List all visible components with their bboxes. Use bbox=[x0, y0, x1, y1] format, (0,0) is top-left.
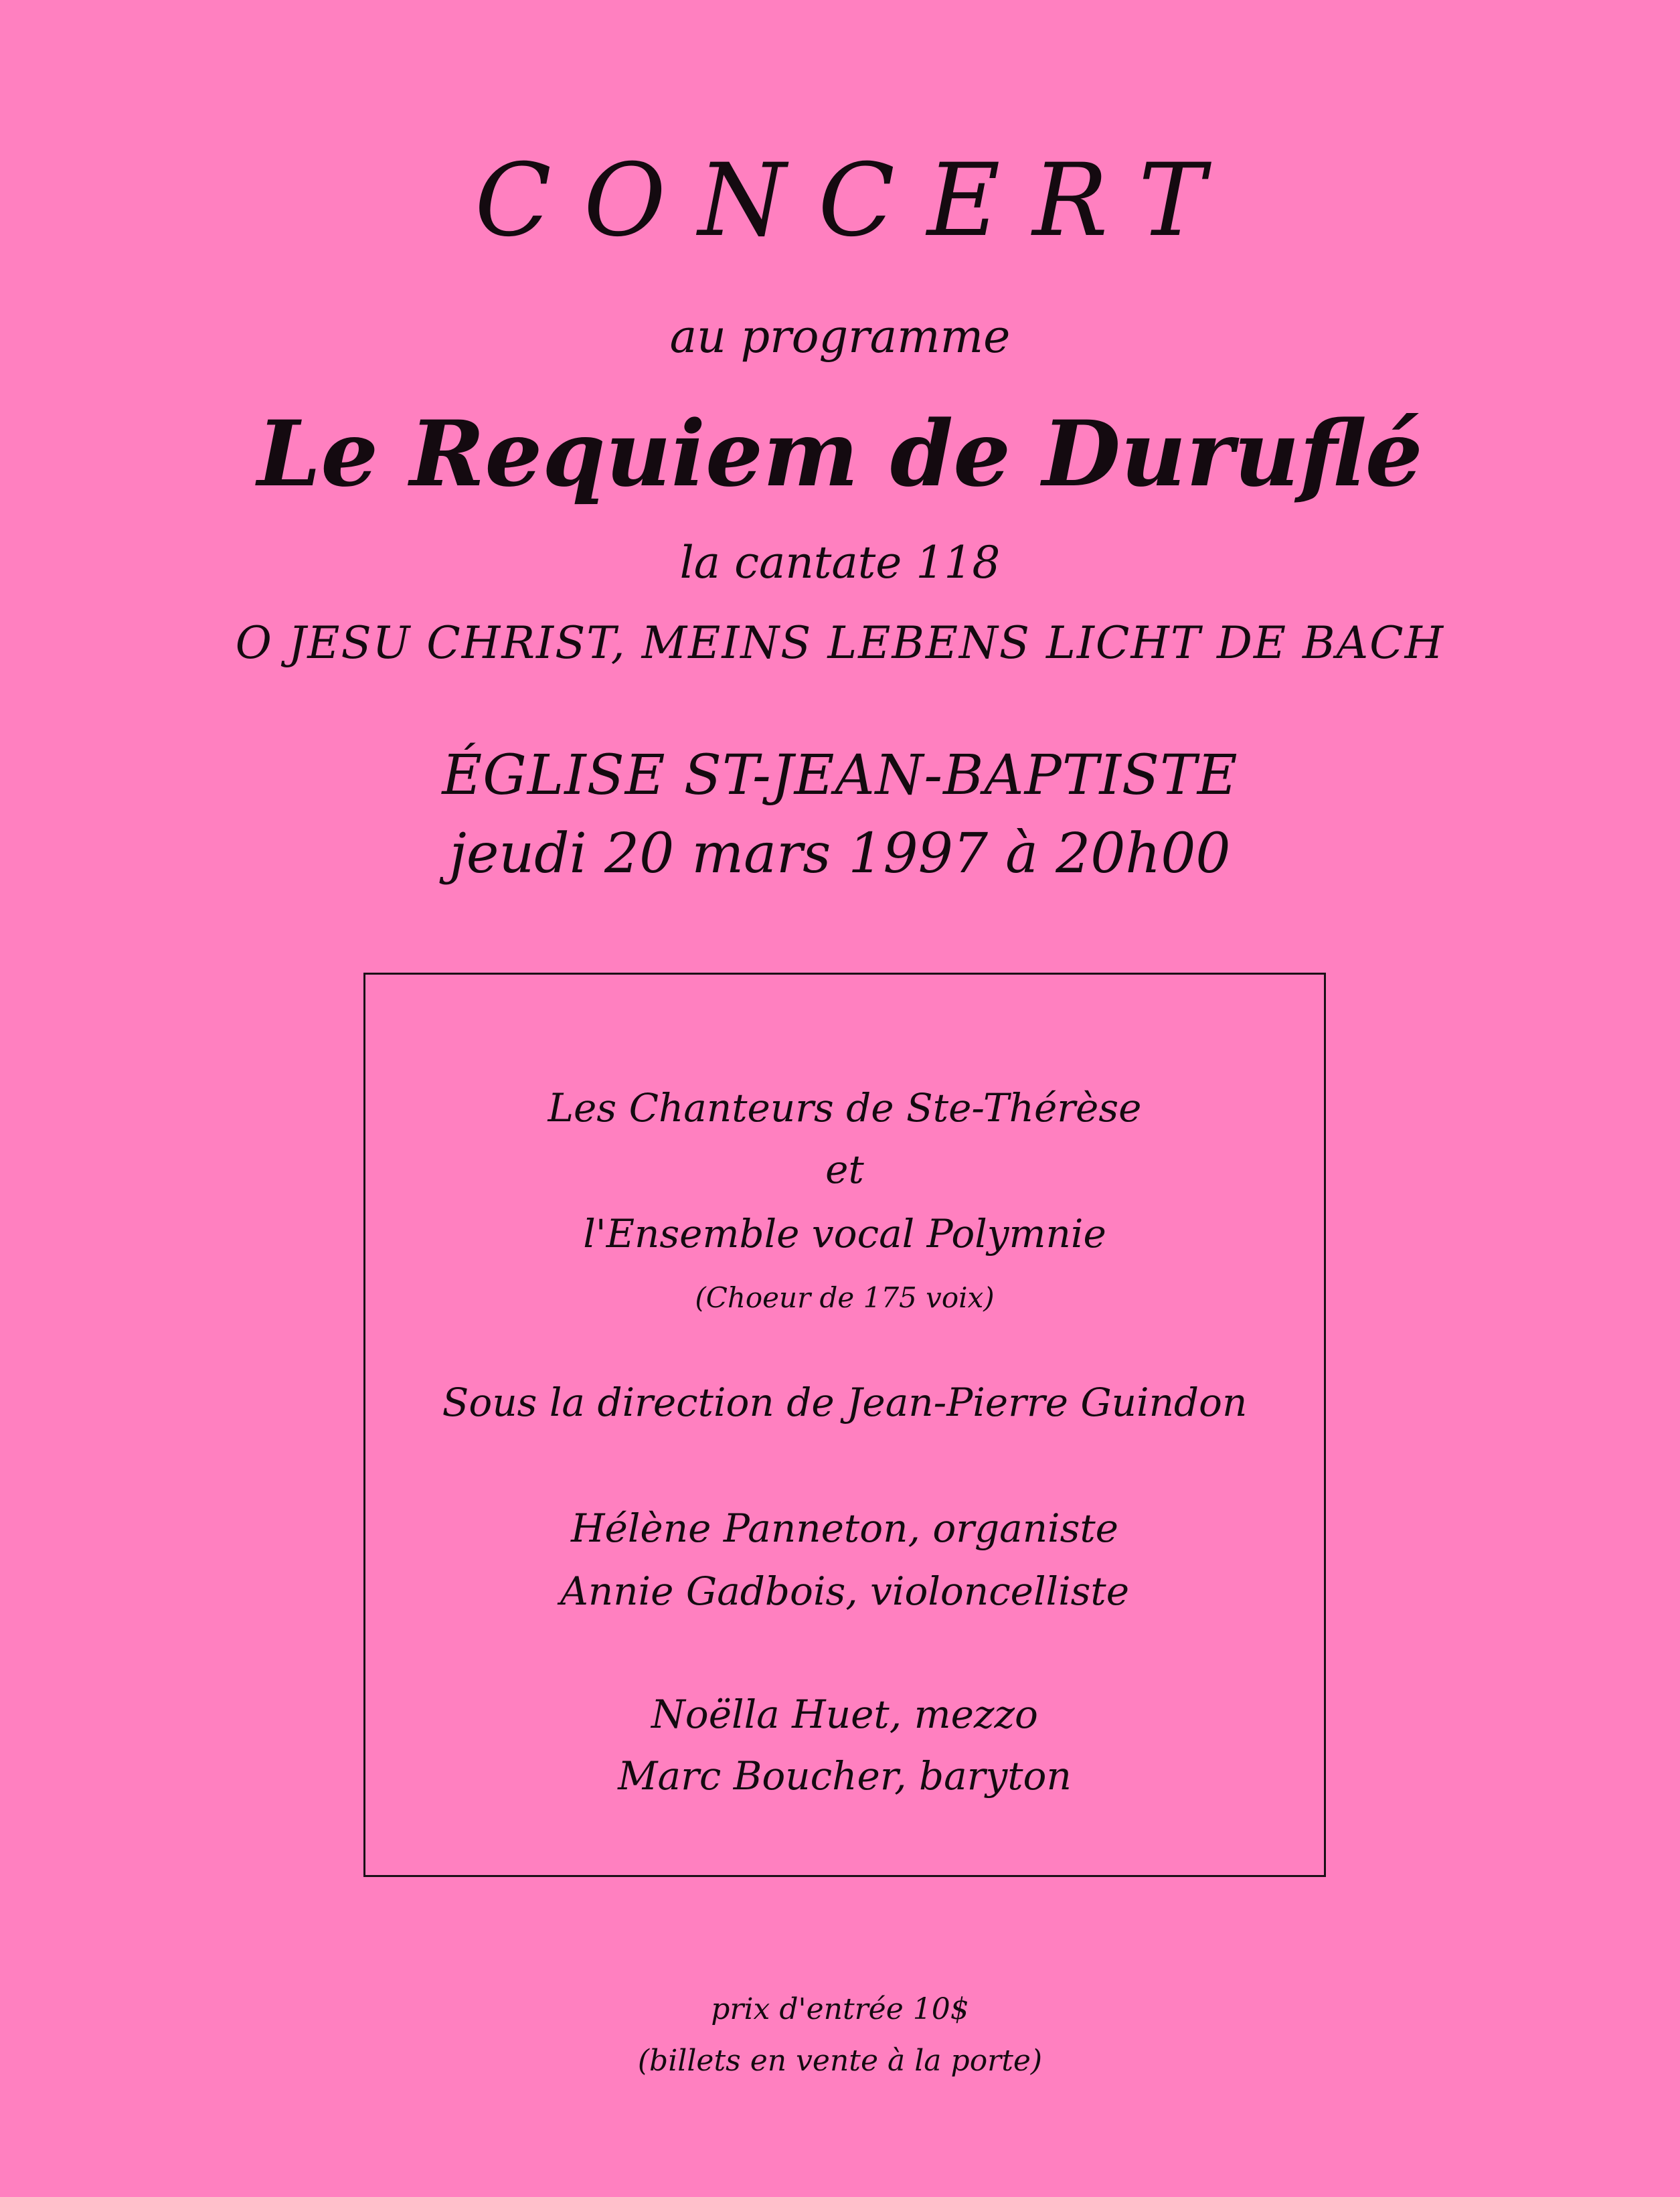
poster-title: CONCERT bbox=[475, 143, 1238, 259]
cantata-line: la cantate 118 bbox=[679, 537, 1001, 588]
baritone-line: Marc Boucher, baryton bbox=[618, 1753, 1072, 1799]
conductor-line: Sous la direction de Jean-Pierre Guindon bbox=[442, 1380, 1248, 1425]
ticket-price: prix d'entrée 10$ bbox=[711, 1992, 969, 2026]
main-work-title: Le Requiem de Duruflé bbox=[257, 400, 1423, 507]
venue-name: ÉGLISE ST-JEAN-BAPTISTE bbox=[442, 744, 1238, 807]
choir-two: l'Ensemble vocal Polymnie bbox=[583, 1211, 1106, 1256]
bach-work-title: O JESU CHRIST, MEINS LEBENS LICHT DE BACH bbox=[235, 617, 1445, 669]
cellist-line: Annie Gadbois, violoncelliste bbox=[560, 1568, 1130, 1614]
mezzo-line: Noëlla Huet, mezzo bbox=[651, 1692, 1038, 1737]
choir-conjunction: et bbox=[825, 1147, 864, 1192]
performers-box bbox=[363, 973, 1326, 1877]
event-date: jeudi 20 mars 1997 à 20h00 bbox=[449, 822, 1231, 886]
organist-line: Hélène Panneton, organiste bbox=[570, 1506, 1119, 1551]
ticket-sales-note: (billets en vente à la porte) bbox=[637, 2044, 1043, 2078]
choir-one: Les Chanteurs de Ste-Thérèse bbox=[548, 1085, 1142, 1131]
program-subtitle: au programme bbox=[669, 311, 1011, 363]
choir-size-note: (Choeur de 175 voix) bbox=[695, 1281, 995, 1314]
